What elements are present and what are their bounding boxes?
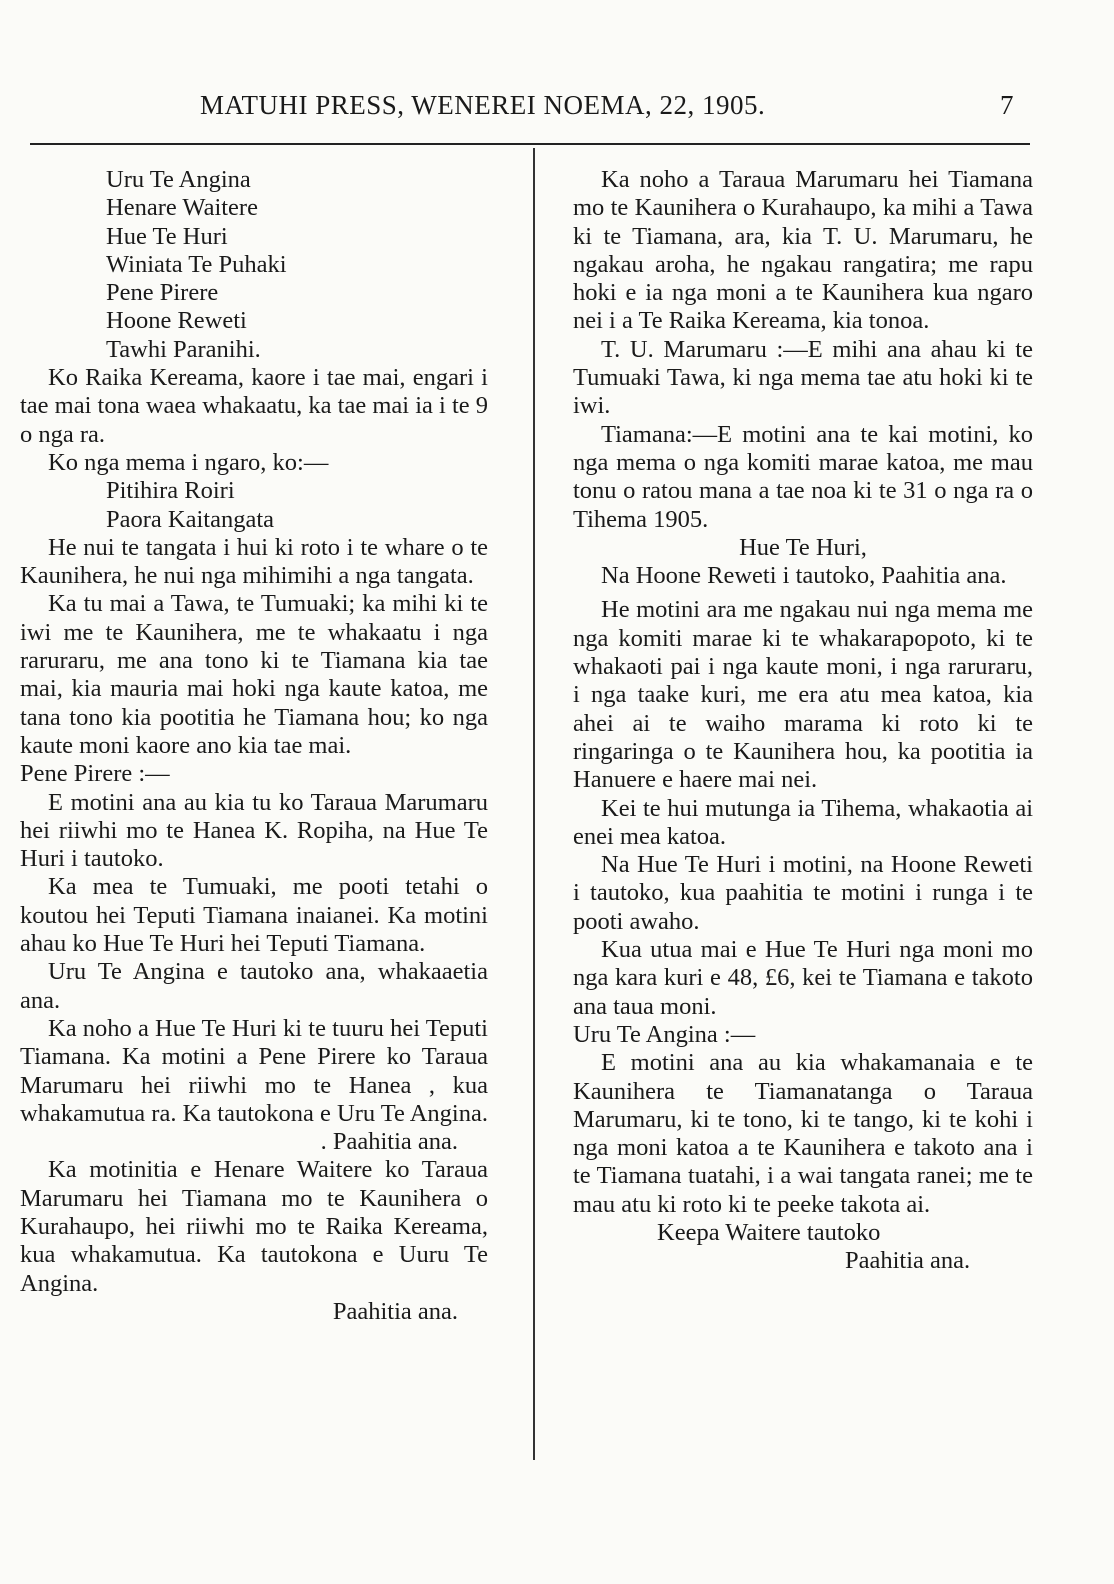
member-name: Uru Te Angina bbox=[106, 166, 251, 193]
paragraph-motion-2: He motini ara me ngakau nui nga mema me nga komiti marae ki te whakarapopoto, ki te whakaoti pai i nga kaute moni, i nga raruraru, i nga taake kuri, me era atu mea katoa, kia ahei ai te waiho marama ki roto ki te ringaringa o te Kaunihera hou, ka pootitia ia Hanuere e haere mai nei. bbox=[573, 596, 1033, 794]
paragraph-raika: Ko Raika Kereama, kaore i tae mai, engari i tae mai tona waea whakaatu, ka tae mai ia i te 9 o nga ra. bbox=[20, 364, 489, 448]
member-name: Henare Waitere bbox=[106, 194, 258, 222]
absent-member: Pitihira Roiri bbox=[106, 477, 235, 505]
left-column bbox=[20, 166, 488, 1326]
paragraph-uru: Uru Te Angina e tautoko ana, whakaaetia ana. bbox=[20, 958, 488, 1014]
uru-label: Uru Te Angina :— bbox=[573, 1020, 756, 1048]
seconder-line: Keepa Waitere tautoko bbox=[657, 1218, 881, 1246]
passed-note: Paahitia ana. bbox=[332, 1297, 458, 1325]
member-name: Hoone Reweti bbox=[106, 307, 247, 335]
newspaper-title: MATUHI PRESS, WENEREI NOEMA, 22, 1905. bbox=[200, 90, 766, 120]
header-rule bbox=[30, 143, 1030, 145]
paragraph-tawa: Ka tu mai a Tawa, te Tumuaki; ka mihi ki te iwi me te Kaunihera, me te whakaatu i nga raruraru, me ana tono ki te Tiamana kia tae mai, kia mauria mai hoki nga kaute katoa, me tana tono kia pootitia he Tiamana hou; ko nga kaute moni kaore ano kia tae mai. bbox=[20, 590, 488, 759]
paragraph-hoone: Na Hoone Reweti i tautoko, Paahitia ana. bbox=[601, 562, 1007, 590]
member-name: Winiata Te Puhaki bbox=[106, 250, 287, 278]
mover-name: Hue Te Huri, bbox=[739, 533, 867, 561]
member-name: Tawhi Paranihi. bbox=[106, 335, 261, 363]
member-name: Pene Pirere bbox=[106, 279, 219, 307]
paragraph-tiamana: Tiamana:—E motini ana te kai motini, ko nga mema o nga komiti marae katoa, me mau tonu o ratou mana a tae noa ki te 31 o nga ra o Tihema 1905. bbox=[573, 420, 1033, 533]
paragraph-kua: Kua utua mai e Hue Te Huri nga moni mo nga kara kuri e 48, £6, kei te Tiamana e takoto ana taua moni. bbox=[573, 936, 1033, 1020]
paragraph-pene-motion: E motini ana au kia tu ko Taraua Marumaru hei riiwhi mo te Hanea K. Ropiha, na Hue Te Huri i tautoko. bbox=[20, 788, 488, 873]
passed-note: Paahitia ana. bbox=[845, 1247, 971, 1275]
column-divider bbox=[533, 148, 535, 1460]
paragraph-tu-marumaru: T. U. Marumaru :—E mihi ana ahau ki te Tumuaki Tawa, ki nga mema tae atu hoki ki te iwi. bbox=[573, 335, 1033, 420]
paragraph-crowd: He nui te tangata i hui ki roto i te whare o te Kaunihera, he nui nga mihimihi a nga tangata. bbox=[20, 533, 488, 590]
absent-member: Paora Kaitangata bbox=[106, 505, 275, 533]
paragraph-hue-seat: Ka noho a Hue Te Huri ki te tuuru hei Teputi Tiamana. Ka motini a Pene Pirere ko Taraua Marumaru hei riiwhi mo te Hanea , kua whakamutua ra. Ka tautokona e Uru Te Angina. bbox=[20, 1014, 488, 1127]
paragraph-kei: Kei te hui mutunga ia Tihema, whakaotia ai enei mea katoa. bbox=[573, 794, 1033, 850]
pene-label: Pene Pirere :— bbox=[20, 760, 170, 788]
page-number: 7 bbox=[1000, 90, 1014, 120]
right-column bbox=[573, 166, 1033, 1276]
paragraph-uru-motion: E motini ana au kia whakamanaia e te Kaunihera te Tiamanatanga o Taraua Marumaru, ki te tono, ki te tango, ki te kohi i nga moni katoa a te Kaunihera e takoto ana i te Tiamana tuatahi, i a wai tangata ranei; me te mau atu ki roto ki te peeke takota ai. bbox=[573, 1049, 1033, 1218]
member-name: Hue Te Huri bbox=[106, 222, 228, 250]
paragraph-henare: Ka motinitia e Henare Waitere ko Taraua Marumaru hei Tiamana mo te Kaunihera o Kurahaupo, hei riiwhi mo te Raika Kereama, kua whakamutua. Ka tautokona e Uuru Te Angina. bbox=[20, 1156, 488, 1297]
paragraph-noho: Ka noho a Taraua Marumaru hei Tiamana mo te Kaunihera o Kurahaupo, ka mihi a Tawa ki te Tiamana, ara, kia T. U. Marumaru, he ngakau aroha, he ngakau rangatira; me rapu hoki e ia nga moni a te Kaunihera kua ngaro nei i a Te Raika Kereama, kia tonoa. bbox=[573, 166, 1033, 335]
passed-note: . Paahitia ana. bbox=[320, 1128, 458, 1156]
paragraph-absent-intro: Ko nga mema i ngaro, ko:— bbox=[48, 448, 329, 476]
paragraph-na-hue: Na Hue Te Huri i motini, na Hoone Reweti i tautoko, kua paahitia te motini i runga i te pooti awaho. bbox=[573, 851, 1033, 935]
page-header bbox=[28, 88, 1028, 128]
paragraph-vote: Ka mea te Tumuaki, me pooti tetahi o koutou hei Teputi Tiamana inaianei. Ka motini ahau ko Hue Te Huri hei Teputi Tiamana. bbox=[20, 873, 488, 958]
